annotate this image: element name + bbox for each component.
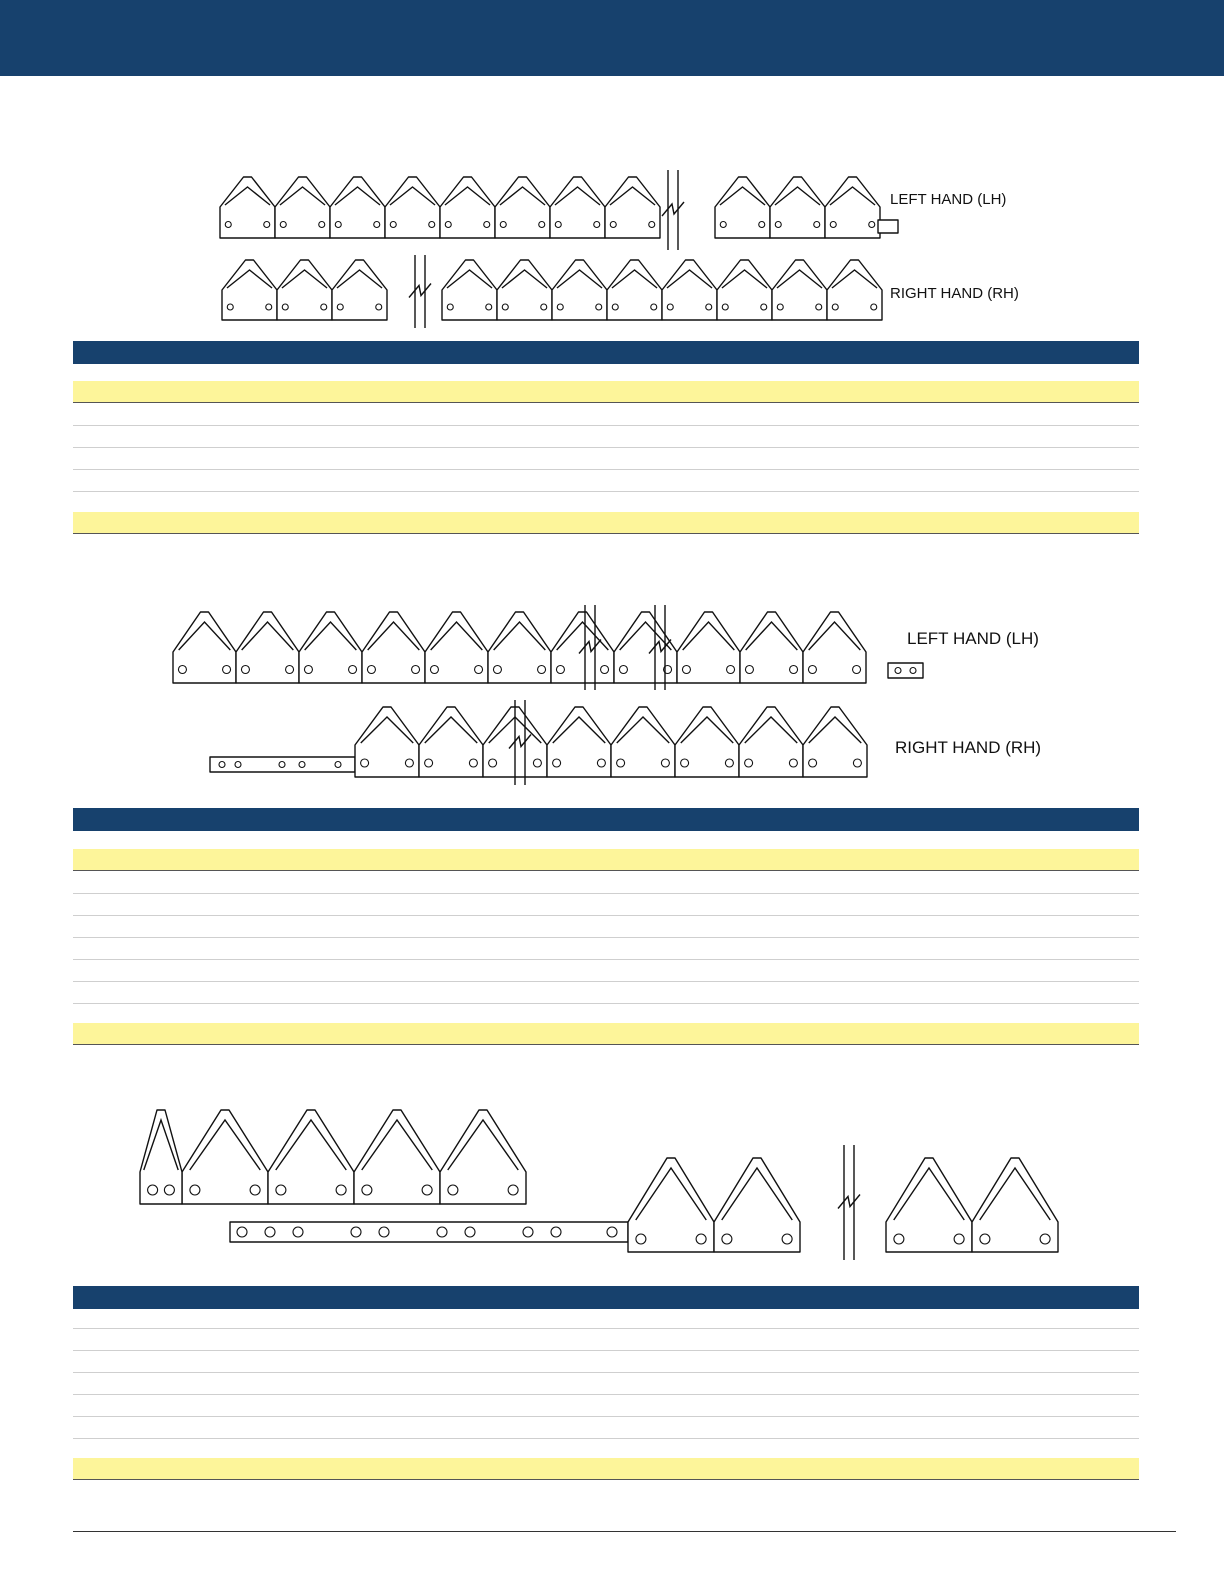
rivet-hole (816, 304, 822, 310)
rivet-hole (667, 304, 673, 310)
knife-back-bar (878, 220, 898, 233)
rivet-hole (725, 759, 733, 767)
rivet-hole (279, 762, 285, 768)
rivet-hole (475, 666, 483, 674)
rivet-hole (280, 222, 286, 228)
rivet-hole (349, 666, 357, 674)
section-3-header-bar (73, 1286, 1139, 1309)
rivet-hole (148, 1185, 158, 1195)
rivet-hole (502, 304, 508, 310)
rivet-hole (696, 1234, 706, 1244)
knife-section (607, 260, 662, 320)
rivet-hole (682, 666, 690, 674)
break-zigzag (838, 1195, 860, 1209)
figure-1-left-hand-label: LEFT HAND (LH) (890, 191, 1007, 208)
rivet-hole (777, 304, 783, 310)
table-3-row-rule (73, 1372, 1139, 1373)
rivet-hole (809, 759, 817, 767)
rivet-hole (551, 1227, 561, 1237)
section-2-header-bar (73, 808, 1139, 831)
knife-section (222, 260, 277, 320)
rivet-hole (422, 1185, 432, 1195)
rivet-hole (227, 304, 233, 310)
rivet-hole (265, 1227, 275, 1237)
rivet-hole (241, 666, 249, 674)
rivet-hole (980, 1234, 990, 1244)
rivet-hole (601, 666, 609, 674)
rivet-hole (523, 1227, 533, 1237)
rivet-hole (286, 666, 294, 674)
table-1-row-rule (73, 491, 1139, 492)
figure-3-knife-diagram (130, 1100, 1100, 1270)
rivet-hole (250, 1185, 260, 1195)
rivet-hole (337, 304, 343, 310)
knife-section (662, 260, 717, 320)
figure-1-right-hand-label: RIGHT HAND (RH) (890, 285, 1019, 302)
rivet-hole (759, 222, 765, 228)
rivet-hole (469, 759, 477, 767)
figure-2-left-hand-label: LEFT HAND (LH) (907, 629, 1039, 648)
rivet-hole (276, 1185, 286, 1195)
section-3-footer-row (73, 1458, 1139, 1480)
table-3-row-rule (73, 1394, 1139, 1395)
rivet-hole (484, 222, 490, 228)
rivet-hole (832, 304, 838, 310)
upper-knife-3 (140, 1110, 526, 1204)
lh-knife-1 (220, 170, 898, 250)
rivet-hole (223, 666, 231, 674)
rivet-hole (830, 222, 836, 228)
section-2-header-row (73, 849, 1139, 871)
rivet-hole (190, 1185, 200, 1195)
rivet-hole (617, 759, 625, 767)
rivet-hole (447, 304, 453, 310)
rivet-hole (853, 759, 861, 767)
knife-section (497, 260, 552, 320)
footer-rule (73, 1531, 1176, 1532)
rivet-hole (362, 1185, 372, 1195)
rivet-hole (489, 759, 497, 767)
rivet-hole (790, 666, 798, 674)
rh-knife-2 (210, 700, 867, 785)
rivet-hole (266, 304, 272, 310)
figure-2-right-hand-label: RIGHT HAND (RH) (895, 738, 1042, 757)
rivet-hole (553, 759, 561, 767)
rivet-hole (636, 1234, 646, 1244)
rivet-hole (814, 222, 820, 228)
knife-section (827, 260, 882, 320)
rivet-hole (448, 1185, 458, 1195)
table-3-row-rule (73, 1438, 1139, 1439)
rivet-hole (722, 304, 728, 310)
rivet-hole (367, 666, 375, 674)
rivet-hole (282, 304, 288, 310)
section-1-header-bar (73, 341, 1139, 364)
rivet-hole (871, 304, 877, 310)
rivet-hole (594, 222, 600, 228)
rivet-hole (808, 666, 816, 674)
rivet-hole (894, 1234, 904, 1244)
rivet-hole (351, 1227, 361, 1237)
rivet-hole (437, 1227, 447, 1237)
rivet-hole (508, 1185, 518, 1195)
knife-section (442, 260, 497, 320)
rivet-hole (379, 1227, 389, 1237)
rivet-hole (775, 222, 781, 228)
rivet-hole (533, 759, 541, 767)
rivet-hole (720, 222, 726, 228)
rivet-hole (895, 668, 901, 674)
table-1-row-rule (73, 425, 1139, 426)
rivet-hole (465, 1227, 475, 1237)
knife-section (277, 260, 332, 320)
rivet-hole (610, 222, 616, 228)
rivet-hole (445, 222, 451, 228)
rivet-hole (500, 222, 506, 228)
rh-knife-1 (222, 255, 882, 328)
rivet-hole (607, 1227, 617, 1237)
rivet-hole (335, 222, 341, 228)
rivet-hole (235, 762, 241, 768)
rivet-hole (319, 222, 325, 228)
break-zigzag (662, 202, 684, 216)
rivet-hole (597, 759, 605, 767)
section-1-header-row (73, 381, 1139, 403)
rivet-hole (556, 666, 564, 674)
table-3-row-rule (73, 1416, 1139, 1417)
rivet-hole (782, 1234, 792, 1244)
rivet-hole (596, 304, 602, 310)
rivet-hole (557, 304, 563, 310)
table-3-row-rule (73, 1350, 1139, 1351)
table-2-row-rule (73, 959, 1139, 960)
rivet-hole (651, 304, 657, 310)
rivet-hole (555, 222, 561, 228)
rivet-hole (745, 666, 753, 674)
rivet-hole (425, 759, 433, 767)
rivet-hole (430, 666, 438, 674)
rivet-hole (1040, 1234, 1050, 1244)
rivet-hole (681, 759, 689, 767)
table-2-row-rule (73, 893, 1139, 894)
lh-knife-2 (173, 605, 923, 690)
rivet-hole (727, 666, 735, 674)
rivet-hole (493, 666, 501, 674)
rivet-hole (264, 222, 270, 228)
rivet-hole (910, 668, 916, 674)
knife-section (552, 260, 607, 320)
knife-back-bar (888, 663, 923, 678)
break-zigzag (409, 284, 431, 298)
rivet-hole (361, 759, 369, 767)
rivet-hole (539, 222, 545, 228)
section-1-footer-row (73, 512, 1139, 534)
rivet-hole (706, 304, 712, 310)
rivet-hole (299, 762, 305, 768)
rivet-hole (954, 1234, 964, 1244)
rivet-hole (761, 304, 767, 310)
rivet-hole (321, 304, 327, 310)
knife-section (772, 260, 827, 320)
rivet-hole (335, 762, 341, 768)
table-2-row-rule (73, 981, 1139, 982)
table-2-row-rule (73, 937, 1139, 938)
knife-section (140, 1110, 182, 1204)
rivet-hole (293, 1227, 303, 1237)
rivet-hole (538, 666, 546, 674)
rivet-hole (219, 762, 225, 768)
rivet-hole (390, 222, 396, 228)
rivet-hole (376, 304, 382, 310)
rivet-hole (304, 666, 312, 674)
table-2-row-rule (73, 1003, 1139, 1004)
rivet-hole (336, 1185, 346, 1195)
rivet-hole (661, 759, 669, 767)
rivet-hole (412, 666, 420, 674)
table-3-row-rule (73, 1328, 1139, 1329)
table-1-row-rule (73, 469, 1139, 470)
rivet-hole (869, 222, 875, 228)
table-1-row-rule (73, 447, 1139, 448)
rivet-hole (178, 666, 186, 674)
rivet-hole (789, 759, 797, 767)
rivet-hole (612, 304, 618, 310)
rivet-hole (745, 759, 753, 767)
rivet-hole (405, 759, 413, 767)
rivet-hole (722, 1234, 732, 1244)
rivet-hole (541, 304, 547, 310)
knife-section (717, 260, 772, 320)
rivet-hole (486, 304, 492, 310)
table-2-row-rule (73, 915, 1139, 916)
rivet-hole (853, 666, 861, 674)
rivet-hole (374, 222, 380, 228)
figure-1-knife-diagram (210, 165, 1030, 330)
rivet-hole (619, 666, 627, 674)
rivet-hole (237, 1227, 247, 1237)
knife-section (332, 260, 387, 320)
knife-back-bar (230, 1222, 628, 1242)
rivet-hole (164, 1185, 174, 1195)
rivet-hole (649, 222, 655, 228)
top-banner (0, 0, 1224, 76)
section-2-footer-row (73, 1023, 1139, 1045)
rivet-hole (225, 222, 231, 228)
rivet-hole (429, 222, 435, 228)
